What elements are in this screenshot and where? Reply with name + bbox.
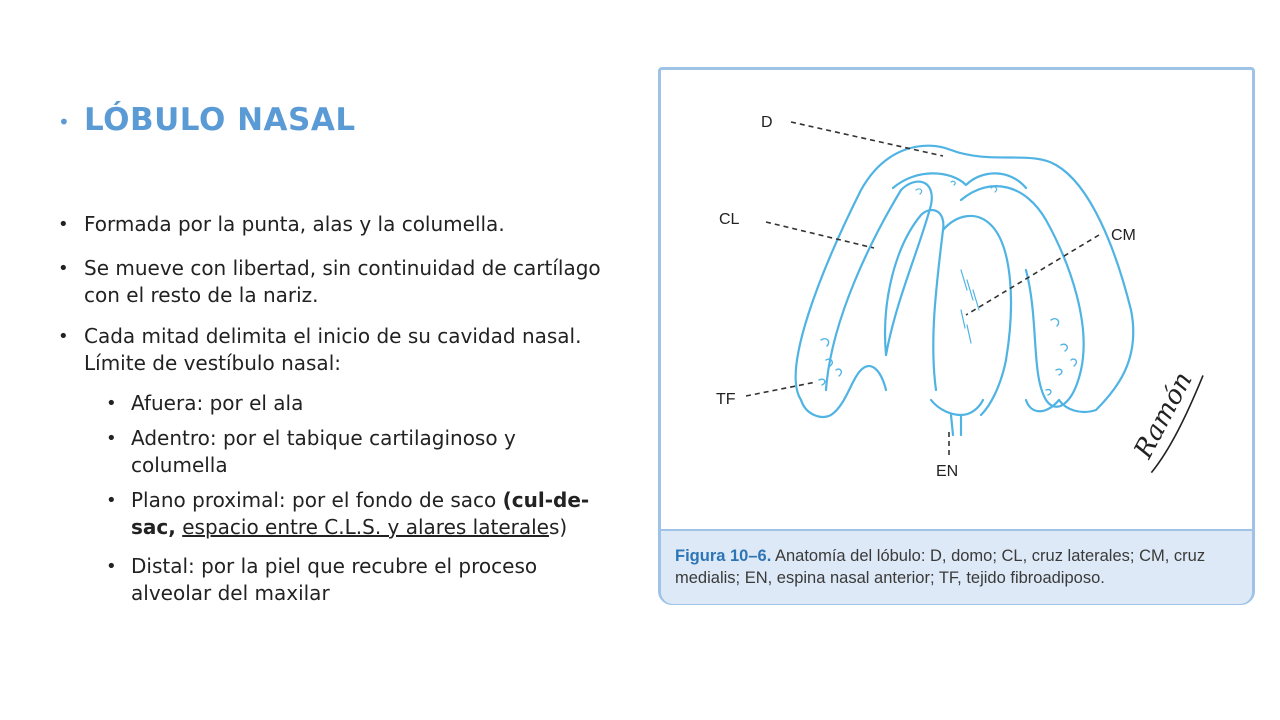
label-cm: CM [1111,227,1136,244]
title-bullet: • [58,110,70,134]
sub-bullet-dot: • [106,490,117,511]
nasal-lobule-diagram [661,70,1252,529]
sub-bullet-adentro-line1: Adentro: por el tabique cartilaginoso y [131,426,516,450]
figure-label: Figura 10–6. [675,547,772,565]
bullet-dot: • [58,326,69,347]
sub-bullet-distal-line2: alveolar del maxilar [131,581,330,605]
bullet-2-line1: Se mueve con libertad, sin continuidad de cartílago [84,256,601,280]
sub-bullet-dot: • [106,556,117,577]
bullet-2-line2: con el resto de la nariz. [84,283,319,307]
sub-bullet-afuera: Afuera: por el ala [131,391,304,415]
plano-end: s) [548,515,568,539]
label-tf: TF [716,391,736,408]
right-fatty-tissue [1046,319,1076,395]
sub-bullet-plano-line2 [131,514,567,541]
plano-bold-2: sac, [131,515,176,539]
right-lateral-crus [961,186,1084,407]
label-d: D [761,114,773,131]
leader-tf [746,382,816,396]
bullet-1: Formada por la punta, alas y la columella. [84,212,505,236]
medial-hatching [961,270,979,343]
caption-text: Anatomía del lóbulo: D, domo; CL, cruz laterales; CM, cruz medialis; EN, espina nasal anterior; TF, tejido fibroadiposo. [675,547,1206,587]
signature [1124,361,1206,474]
slide-title: LÓBULO NASAL [84,102,356,138]
bullet-3-line1: Cada mitad delimita el inicio de su cavidad nasal. [84,324,582,348]
sub-bullet-dot: • [106,393,117,414]
plano-text: Plano proximal: por el fondo de saco [131,488,503,512]
label-cl: CL [719,211,740,228]
svg-text:Ramón: Ramón [1128,367,1199,464]
outer-dome-outline [796,146,1134,412]
sub-bullet-dot: • [106,428,117,449]
leader-d [791,122,943,156]
left-ala-outline [801,366,886,417]
leader-cl [766,222,874,248]
bullet-dot: • [58,214,69,235]
label-en: EN [936,463,959,480]
sub-bullet-distal-line1: Distal: por la piel que recubre el proceso [131,554,538,578]
right-inner-crus [943,216,1011,415]
plano-bold: (cul-de- [502,488,590,512]
left-inner-crus [885,210,943,390]
dome-inner-arc [893,173,1026,188]
figure-caption [675,545,1245,589]
columella-spine [951,415,961,435]
sub-bullet-adentro-line2: columella [131,453,228,477]
figure-panel [658,67,1255,605]
columella [931,400,983,415]
caption-box [661,529,1252,604]
bullet-3-line2: Límite de vestíbulo nasal: [84,351,341,375]
sub-bullet-plano-line1 [131,487,589,514]
bullet-dot: • [58,258,69,279]
left-lateral-crus [826,182,932,390]
plano-underlined: espacio entre C.L.S. y alares laterale [182,515,549,539]
